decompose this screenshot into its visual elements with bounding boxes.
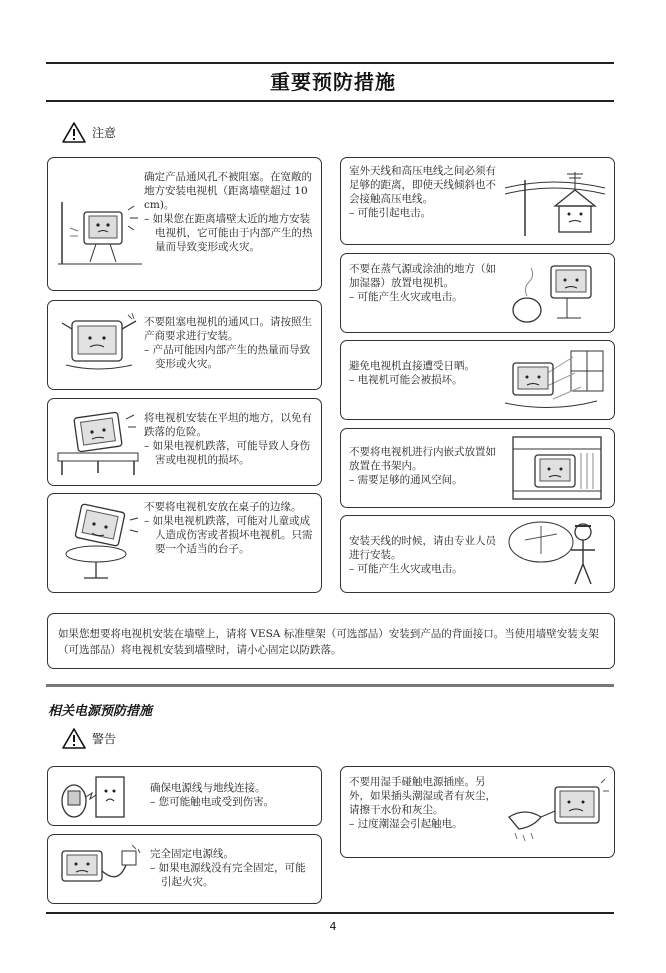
bottom-rule <box>46 912 614 914</box>
page-number: 4 <box>329 920 337 933</box>
safety-box-vent-blocking <box>47 300 322 390</box>
tv-loose-cord-illustration <box>56 841 144 899</box>
box-subtext: – 需要足够的通风空间。 <box>349 474 463 486</box>
box-subtext: – 您可能触电或受到伤害。 <box>150 796 275 808</box>
power-box-wet-hands <box>340 766 615 858</box>
tv-in-bookshelf-illustration <box>509 435 609 503</box>
box-text: 室外天线和高压电线之间必须有足够的距离，即使天线倾斜也不会接触高压电线。 <box>349 165 496 205</box>
tv-near-wall-illustration <box>56 198 144 268</box>
page-title: 重要预防措施 <box>270 70 396 94</box>
safety-box-antenna-installer <box>340 515 615 593</box>
box-text: 不要阻塞电视机的通风口。请按照生产商要求进行安装。 <box>144 316 312 342</box>
safety-box-sunlight <box>340 340 615 420</box>
box-text: 完全固定电源线。 <box>150 848 234 860</box>
wall-mount-note: 如果您想要将电视机安装在墙壁上，请将 VESA 标准壁架（可选部品）安装到产品的背面接口。当使用墙壁安装支架（可选部品）将电视机安装到墙壁时，请小心固定以防跌落。 <box>58 628 599 656</box>
box-subtext: – 可能引起电击。 <box>349 207 432 219</box>
wet-hand-outlet-illustration <box>505 777 609 849</box>
caution-triangle-icon <box>62 122 86 143</box>
house-antenna-powerline-illustration <box>503 166 607 238</box>
box-text: 不要用湿手碰触电源插座。另外，如果插头潮湿或者有灰尘，请擦干水份和灰尘。 <box>349 776 496 816</box>
box-text: 不要在蒸气源或涂油的地方（如加湿器）放置电视机。 <box>349 263 496 289</box>
power-box-secure-cord <box>47 834 322 904</box>
box-subtext: – 过度潮湿会引起触电。 <box>349 818 463 830</box>
box-text: 确定产品通风孔不被阻塞。在宽敞的地方安装电视机（距离墙壁超过 10 cm)。 <box>144 171 312 211</box>
power-box-grounding <box>47 766 322 826</box>
tv-falling-illustration <box>54 502 142 582</box>
box-subtext: – 如果电源线没有完全固定，可能引起火灾。 <box>150 862 306 888</box>
safety-box-ventilation-clearance <box>47 157 322 291</box>
warning-label: 警告 <box>92 732 117 746</box>
plug-shock-illustration <box>56 771 136 823</box>
power-section-title: 相关电源预防措施 <box>48 704 153 719</box>
box-subtext: – 产品可能因内部产生的热量而导致变形或火灾。 <box>144 344 311 370</box>
box-text: 将电视机安装在平坦的地方，以免有跌落的危险。 <box>144 412 312 438</box>
tv-humidifier-illustration <box>507 260 607 326</box>
safety-box-flat-surface <box>47 398 322 486</box>
section-divider <box>46 684 614 687</box>
box-text: 不要将电视机安放在桌子的边缘。 <box>144 501 302 513</box>
box-text: 安装天线的时候，请由专业人员进行安装。 <box>349 535 496 561</box>
box-subtext: – 如果您在距离墙壁太近的地方安装电视机，它可能由于内部产生的热量而导致变形或火灾。 <box>144 213 313 253</box>
caution-header <box>62 122 116 143</box>
box-text: 不要将电视机进行内嵌式放置如放置在书架内。 <box>349 446 496 472</box>
tv-blocked-vents-illustration <box>58 311 140 377</box>
box-subtext: – 如果电视机跌落，可能导致人身伤害或电视机的损坏。 <box>144 440 311 466</box>
safety-box-built-in <box>340 428 615 508</box>
safety-box-steam-oil <box>340 253 615 333</box>
safety-box-antenna-power-lines <box>340 157 615 245</box>
box-subtext: – 电视机可能会被损坏。 <box>349 374 463 386</box>
box-subtext: – 可能产生火灾或电击。 <box>349 291 463 303</box>
tv-on-uneven-table-illustration <box>54 409 142 477</box>
title-rule <box>46 100 614 102</box>
box-subtext: – 如果电视机跌落，可能对儿童或成人造成伤害或者损坏电视机。只需要一个适当的台子。 <box>144 515 313 555</box>
safety-box-table-edge <box>47 493 322 593</box>
warning-header <box>62 728 116 749</box>
box-subtext: – 可能产生火灾或电击。 <box>349 563 463 575</box>
warning-triangle-icon <box>62 728 86 749</box>
caution-label: 注意 <box>92 126 117 140</box>
tv-sunlight-illustration <box>501 347 607 413</box>
box-text: 确保电源线与地线连接。 <box>150 782 266 794</box>
box-text: 避免电视机直接遭受日晒。 <box>349 360 475 372</box>
installer-person-illustration <box>505 518 609 590</box>
top-rule <box>46 62 614 64</box>
wall-mount-note-box <box>47 613 615 669</box>
